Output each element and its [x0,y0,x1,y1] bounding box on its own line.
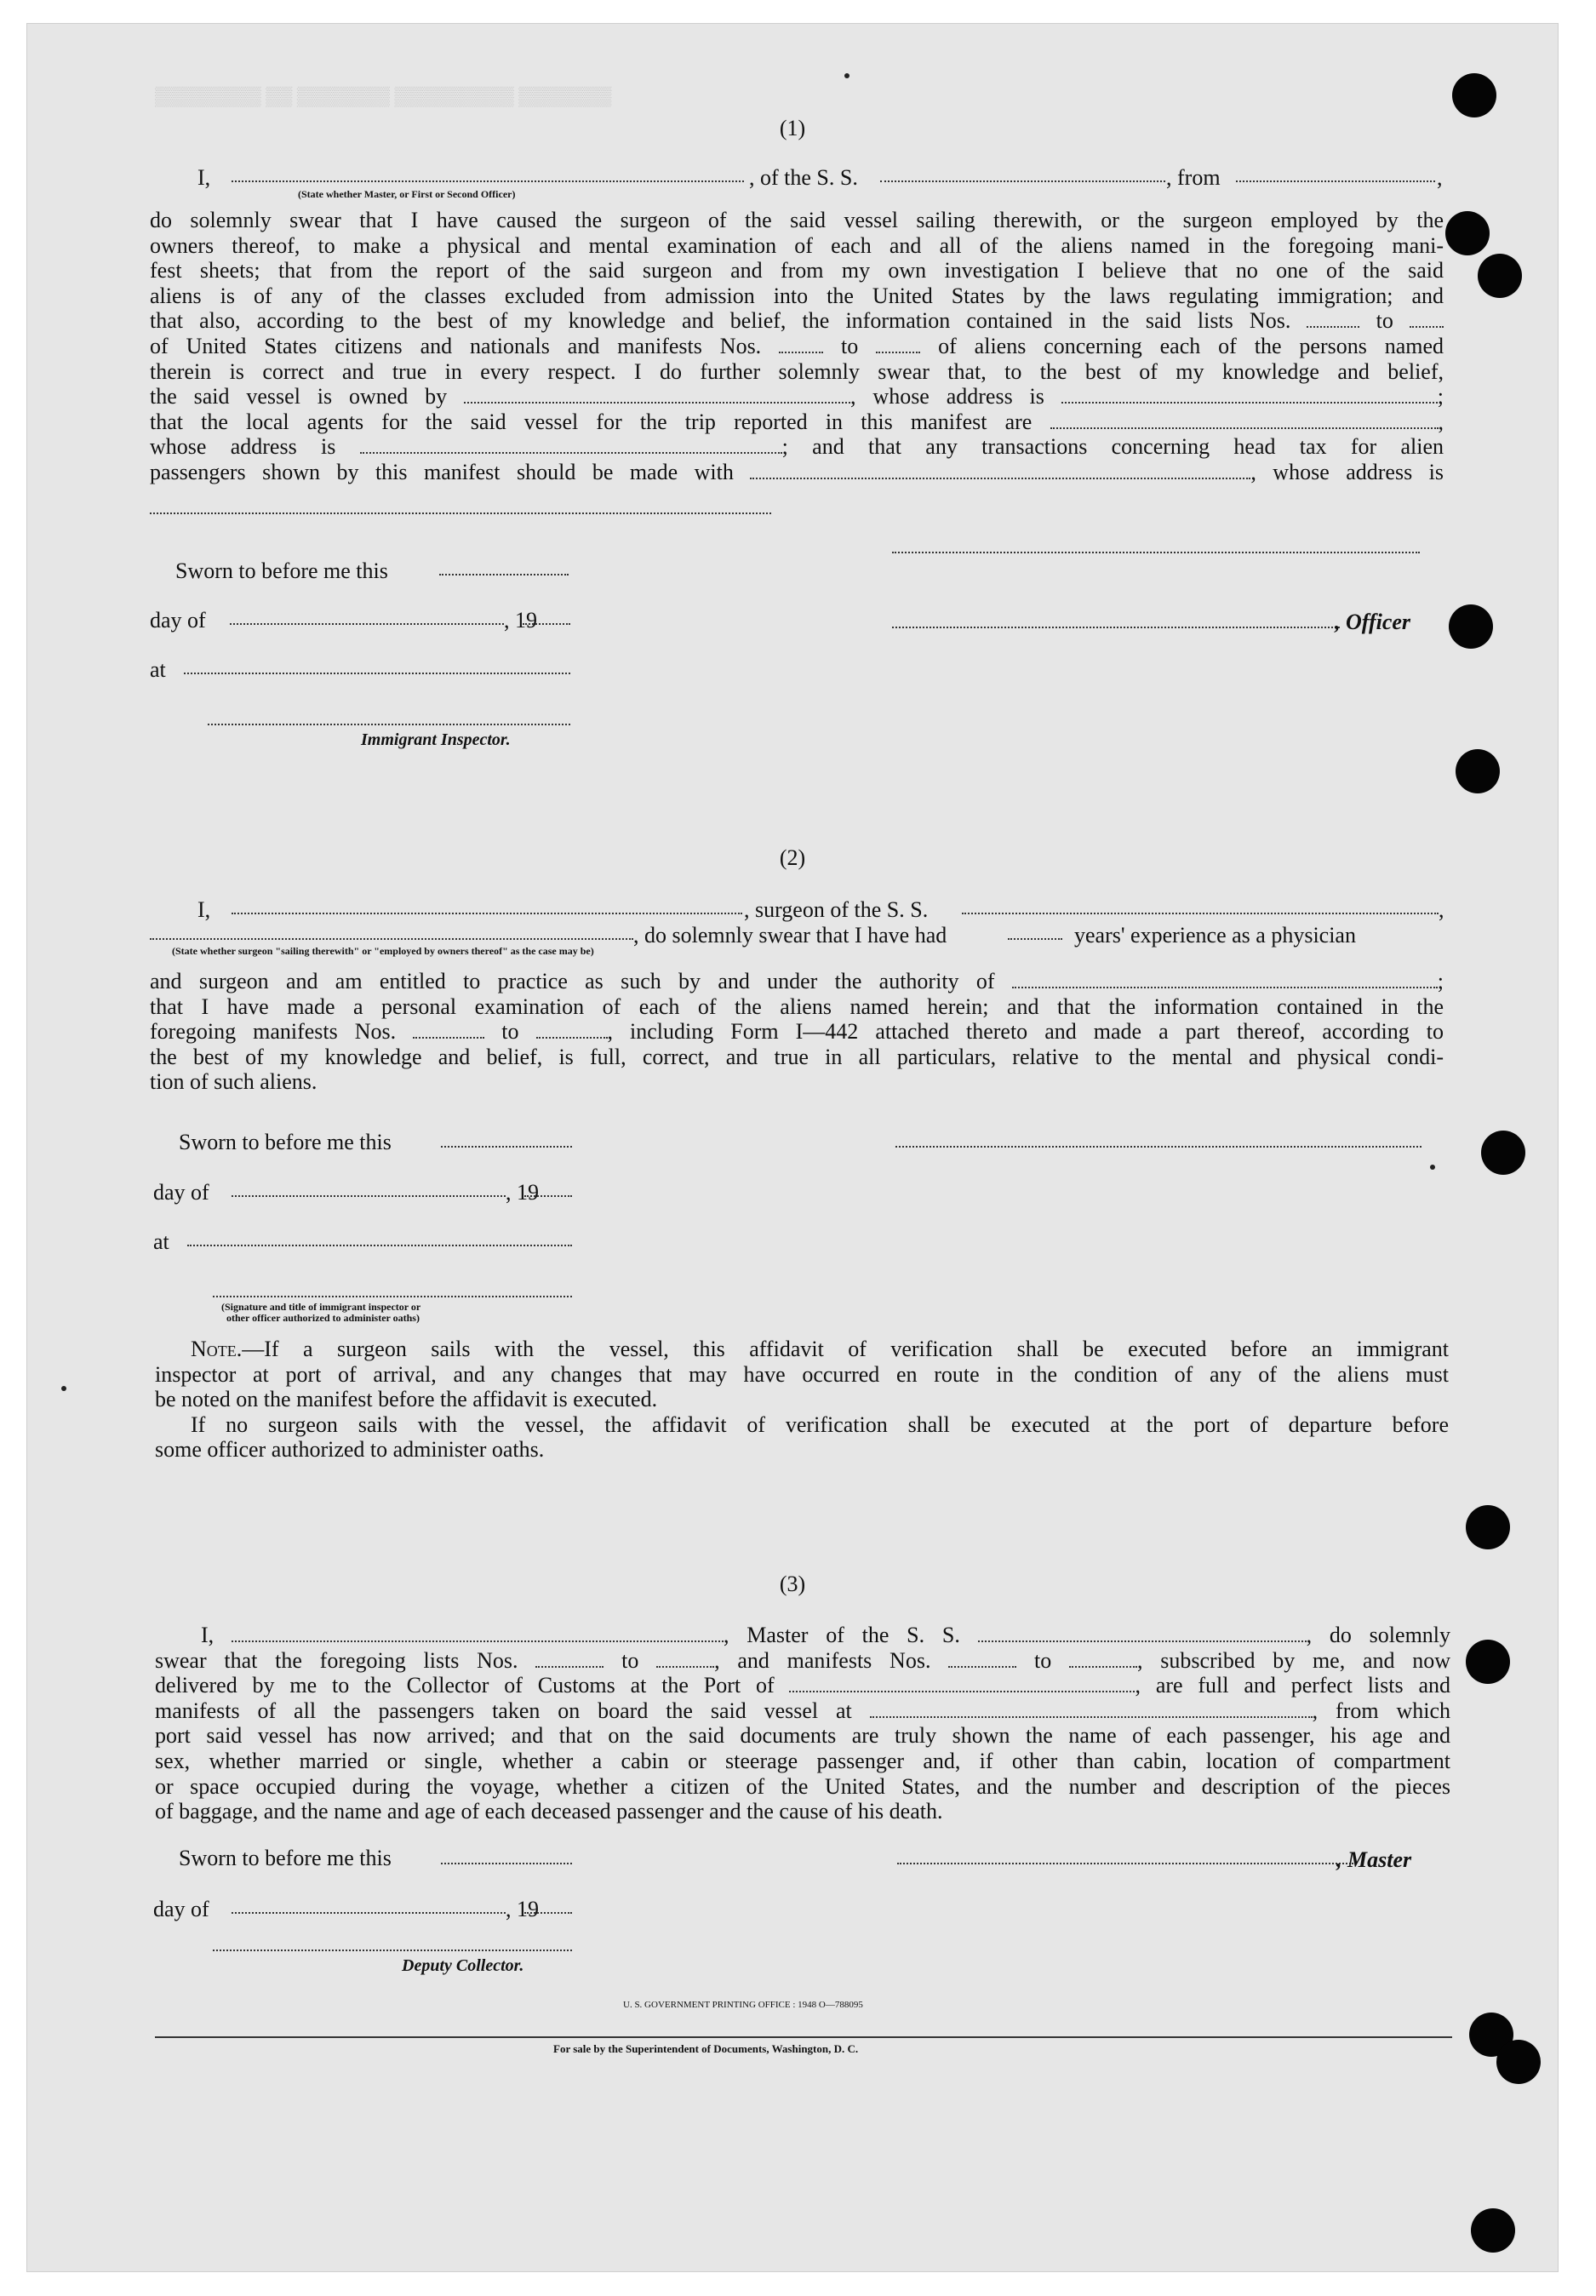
s2-p4: the best of my knowledge and belief, is full, correct, and true in all particulars, relative to the mental and physical condi- [150,1044,1444,1069]
collector-caption: Deputy Collector. [402,1956,524,1975]
s1-p10: whose address is ; and that any transactions concerning head tax for alien [150,434,1444,460]
master-name-field[interactable] [232,1625,724,1642]
s1-line1-i: I, [197,165,211,190]
master-signature-field[interactable] [897,1863,1353,1864]
s1-p9: that the local agents for the said vessel for the trip reported in this manifest are , [150,409,1444,434]
port-of-delivery-field[interactable] [789,1675,1135,1692]
s1-officer-note: (State whether Master, or First or Second Officer) [298,188,516,200]
s1-p2: owners thereof, to make a physical and mental examination of each and all of the aliens named in the foregoing mani- [150,232,1444,258]
s2-year-field[interactable] [524,1195,572,1197]
s2-sig-caption-1: (Signature and title of immigrant inspector or [221,1301,421,1313]
s1-month-field[interactable] [230,623,504,625]
s2-note-line-5: some officer authorized to administer oaths. [155,1437,545,1463]
s2-surgeon-note: (State whether surgeon "sailing therewith" or "employed by owners thereof" as the case may be) [172,945,594,957]
s2-note-line-4: If no surgeon sails with the vessel, the affidavit of verification shall be executed at the port of departure before [191,1411,1449,1437]
s1-sworn-day-field[interactable] [439,574,569,575]
punch-hole [1466,1640,1510,1684]
embarkation-port-field[interactable] [870,1701,1313,1718]
s2-at-field[interactable] [187,1245,572,1246]
lists-to-field[interactable] [1410,311,1444,328]
s2-note-line-3: be noted on the manifest before the affidavit is executed. [155,1387,658,1412]
s2-years-label: years' experience as a physician [1074,923,1356,948]
s2-sworn-label: Sworn to before me this [179,1130,392,1154]
s2-swear-label: , do solemnly swear that I have had [633,923,947,948]
punch-hole [1452,73,1496,117]
s3-l8: of baggage, and the name and age of each deceased passenger and the cause of his death. [155,1799,943,1824]
s1-line1-of: , of the S. S. [749,165,858,190]
s1-p6: of United States citizens and nationals and manifests Nos. to of aliens concerning each of the persons named [150,333,1444,358]
s2-note [155,1337,1449,1463]
authority-field[interactable] [1012,971,1438,988]
master-caption: , Master [1336,1847,1412,1872]
s3-l7: or space occupied during the voyage, whether a citizen of the United States, and the number and description of the pieces [155,1773,1450,1799]
s3-l5: port said vessel has now arrived; and that on the said documents are truly shown the name of each passenger, his age and [155,1723,1450,1749]
s1-year-field[interactable] [523,623,570,625]
officer-name-field[interactable] [232,180,744,182]
gpo-imprint: U. S. GOVERNMENT PRINTING OFFICE : 1948 O—788095 [623,2000,863,2010]
s2-surgeon-label: , surgeon of the S. S. [744,897,929,922]
s3-sworn-day-field[interactable] [441,1863,572,1864]
punch-hole [1471,2208,1515,2253]
s1-line1-from: , from [1166,165,1221,190]
s3-manifests-to-field[interactable] [1069,1651,1137,1668]
surgeon-name-field[interactable] [232,913,742,914]
sale-notice: For sale by the Superintendent of Documents, Washington, D. C. [553,2042,859,2055]
section-2-body [150,969,1444,1095]
s3-l1: I, , Master of the S. S. , do solemnly [201,1623,1451,1647]
s1-p3: fest sheets; that from the report of the said surgeon and from my own investigation I believe that no one of the said [150,258,1444,283]
inspector-caption: Immigrant Inspector. [361,730,511,749]
s1-at-label: at [150,657,166,682]
owner-address-field[interactable] [1061,386,1438,404]
bleed-through-text: ▒▒▒▒▒▒▒▒ ▒▒ ▒▒▒▒▒▒▒ ▒▒▒▒▒▒▒▒▒ ▒▒▒▒▒▒▒ [155,85,612,106]
officer-caption: , Officer [1335,610,1411,634]
s3-vessel-field[interactable] [978,1625,1307,1642]
s1-p5: that also, according to the best of my knowledge and belief, the information contained in the said lists Nos. to [150,308,1444,334]
s2-p1: and surgeon and am entitled to practice as such by and under the authority of ; [150,969,1444,993]
head-tax-contact-field[interactable] [750,462,1250,479]
s2-note-line-2: inspector at port of arrival, and any changes that may have occurred en route in the condition of any of the aliens must [155,1361,1449,1387]
s2-month-field[interactable] [232,1195,506,1197]
agents-address-field[interactable] [360,437,782,454]
inspector-signature-field[interactable] [208,724,570,725]
punch-hole [1445,211,1490,255]
s2-year-label: , 19 [506,1180,539,1205]
s3-l6: sex, whether married or single, whether a cabin or steerage passenger and, if other than cabin, location of compartment [155,1748,1450,1773]
s1-p4: aliens is of any of the classes excluded from admission into the United States by the laws regulating immigration; and [150,283,1444,308]
owner-field[interactable] [464,386,850,404]
officer-title-field[interactable] [892,627,1340,628]
ink-mark [844,73,849,78]
s2-p2: that I have made a personal examination of each of the aliens named herein; and that the information contained in the [150,993,1444,1019]
surgeon-status-field[interactable] [150,938,633,940]
s3-l2: swear that the foregoing lists Nos. to , and manifests Nos. to , subscribed by me, and now [155,1647,1451,1673]
form-page [27,24,1558,2271]
contact-address-field[interactable] [150,512,771,514]
manifests-from-field[interactable] [779,336,823,353]
s2-sig-caption-2: other officer authorized to administer oaths) [226,1312,420,1324]
section-1-number: (1) [779,116,806,140]
punch-hole [1496,2040,1541,2084]
local-agents-field[interactable] [1050,412,1439,429]
s2-at-label: at [153,1229,169,1254]
years-experience-field[interactable] [1008,938,1062,940]
s1-line1-comma: , [1437,165,1443,190]
section-3-number: (3) [779,1572,806,1596]
punch-hole [1481,1131,1525,1175]
vessel-name-field[interactable] [880,180,1165,182]
s2-line1-comma: , [1439,897,1444,922]
punch-hole [1478,254,1522,298]
s2-line1-i: I, [197,897,211,922]
s3-sworn-label: Sworn to before me this [179,1846,392,1870]
s2-manifests-from-field[interactable] [413,1022,484,1039]
s1-p1: do solemnly swear that I have caused the surgeon of the said vessel sailing therewith, or the surgeon employed by the [150,208,1444,232]
s1-sworn-label: Sworn to before me this [175,558,388,583]
s2-day-label: day of [153,1180,209,1205]
s3-l3: delivered by me to the Collector of Customs at the Port of , are full and perfect lists and [155,1673,1450,1698]
ink-mark [1430,1165,1435,1170]
s2-note-line-1: Note.—If a surgeon sails with the vessel, this affidavit of verification shall be executed before an immigrant [191,1337,1449,1361]
s2-p3: foregoing manifests Nos. to , including Form I—442 attached thereto and made a part thereof, according to [150,1019,1444,1045]
punch-hole [1456,749,1500,793]
s2-sworn-day-field[interactable] [441,1146,572,1148]
s2-p5: tion of such aliens. [150,1069,317,1095]
s3-lists-to-field[interactable] [656,1651,714,1668]
s1-p7: therein is correct and true in every respect. I do further solemnly swear that, to the best of my knowledge and belief, [150,358,1444,384]
officer-signature-field[interactable] [892,552,1420,553]
s3-l4: manifests of all the passengers taken on board the said vessel at , from which [155,1698,1451,1723]
section-3-body [155,1623,1450,1824]
s3-manifests-from-field[interactable] [948,1651,1016,1668]
ink-mark [61,1386,66,1391]
s2-vessel-field[interactable] [962,913,1439,914]
s3-month-field[interactable] [232,1912,506,1914]
s2-officer-signature-field[interactable] [213,1296,572,1297]
footer-rule [155,2036,1452,2038]
lists-from-field[interactable] [1307,311,1359,328]
s1-p11: passengers shown by this manifest should be made with , whose address is [150,459,1444,484]
s1-at-field[interactable] [184,673,570,674]
s3-day-label: day of [153,1897,209,1921]
port-from-field[interactable] [1236,180,1435,182]
s1-year-label: , 19 [504,608,537,633]
s1-day-label: day of [150,608,206,633]
s3-lists-from-field[interactable] [535,1651,604,1668]
s1-p8: the said vessel is owned by , whose address is ; [150,384,1444,409]
section-1-body [150,208,1444,485]
section-2-number: (2) [779,845,806,870]
punch-hole [1449,604,1493,649]
manifests-to-field[interactable] [876,336,920,353]
punch-hole [1466,1505,1510,1549]
s2-manifests-to-field[interactable] [536,1022,608,1039]
s3-year-label: , 19 [506,1897,539,1921]
collector-signature-field[interactable] [213,1950,572,1951]
surgeon-signature-field[interactable] [895,1146,1422,1148]
s3-year-field[interactable] [524,1912,572,1914]
